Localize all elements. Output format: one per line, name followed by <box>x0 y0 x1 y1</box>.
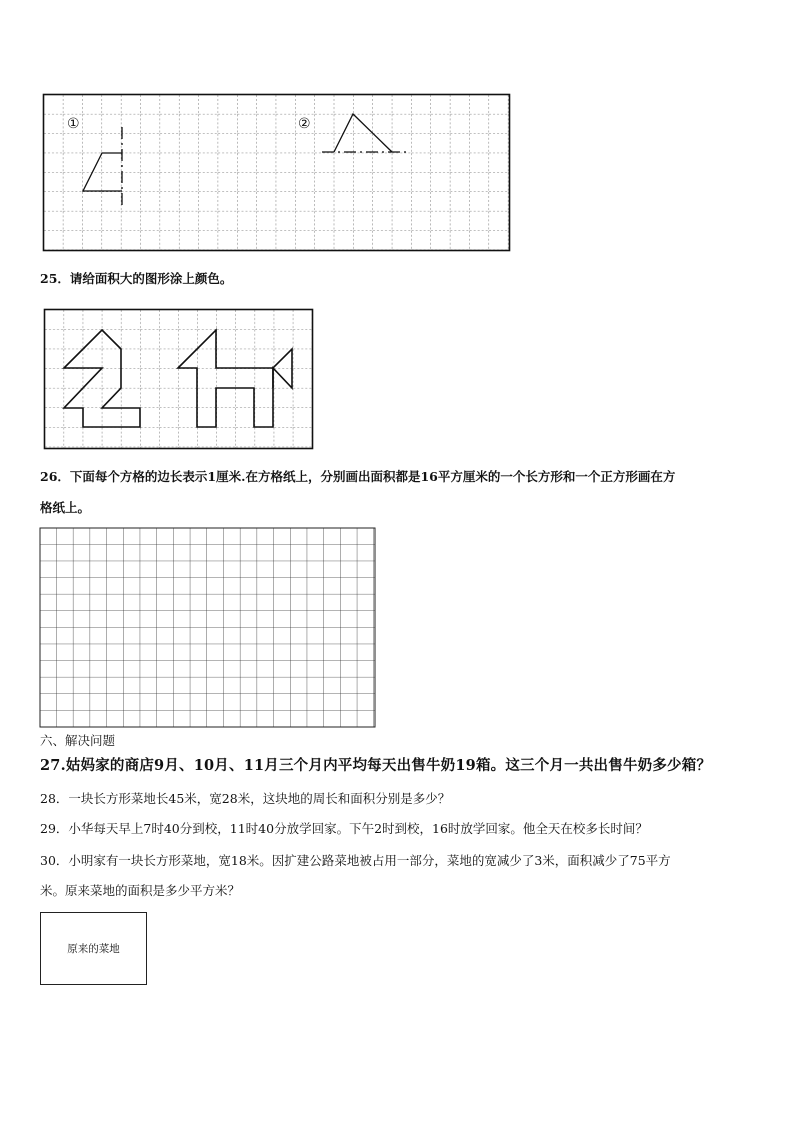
question-26-line1: 26．下面每个方格的边长表示1厘米.在方格纸上，分别画出面积都是16平方厘米的一个长方形和一个正方形画在方 <box>40 469 676 484</box>
question-29: 29．小华每天早上7时40分到校，11时40分放学回家。下午2时到校，16时放学回家。他全天在校多长时间？ <box>40 821 648 836</box>
question-27: 27.姑妈家的商店9月、10月、11月三个月内平均每天出售牛奶19箱。这三个月一共出售牛奶多少箱？ <box>40 757 712 774</box>
question-26-line2: 格纸上。 <box>40 500 91 515</box>
original-field-label: 原来的菜地 <box>67 943 120 955</box>
figure-label-2: ② <box>298 116 311 132</box>
original-field-box <box>40 912 147 985</box>
question-28: 28．一块长方形菜地长45米，宽28米，这块地的周长和面积分别是多少？ <box>40 791 451 806</box>
question-30-line1: 30．小明家有一块长方形菜地，宽18米。因扩建公路菜地被占用一部分，菜地的宽减少了3米，面积减少了75平方 <box>40 853 671 868</box>
figure-label-1: ① <box>67 116 80 132</box>
question-25: 25．请给面积大的图形涂上颜色。 <box>40 271 233 286</box>
question-30-line2: 米。原来菜地的面积是多少平方米？ <box>40 883 241 898</box>
section-6-title: 六、解决问题 <box>40 733 116 748</box>
